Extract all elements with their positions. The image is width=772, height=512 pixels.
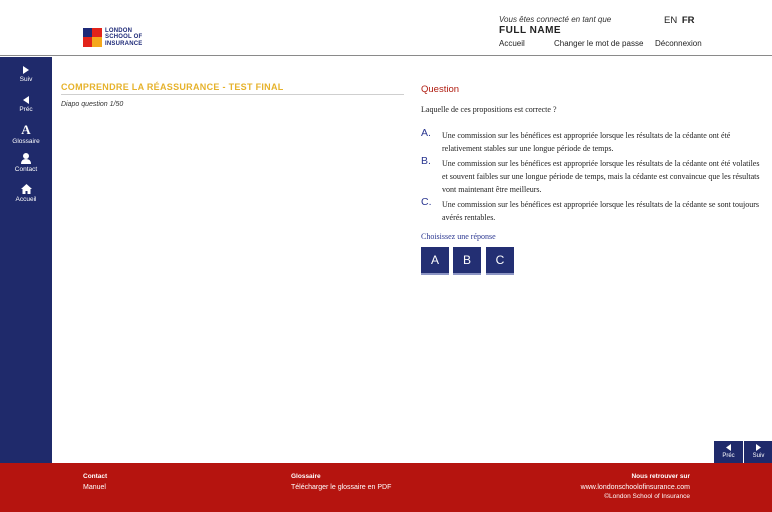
user-name: FULL NAME [499,25,562,36]
sidebar-next-label: Suiv [19,76,33,83]
chevron-right-icon [756,444,761,451]
language-switch [664,15,695,26]
logo-mark-icon [83,28,102,47]
sidebar-home-label: Accueil [15,196,37,203]
bottom-next-button[interactable] [744,441,772,463]
chevron-left-icon [726,444,731,451]
chevron-left-icon [23,96,29,104]
option-letter: C. [421,196,432,208]
answer-c-button[interactable]: C [486,247,514,275]
sidebar-home-button[interactable] [0,184,52,203]
choose-answer-label: Choisissez une réponse [421,232,496,241]
header [0,0,772,56]
sidebar-contact-label: Contact [14,166,38,173]
option-text: Une commission sur les bénéfices est appropriée lorsque les résultats de la cédante ont été volatiles et souvent faibles sur une longue période de temps, mais la cédante est convaincue que les résultats vont maintenant être meilleurs. [442,159,760,194]
sidebar-glossary-button[interactable] [0,123,52,145]
footer-website-link[interactable]: www.londonschoolofinsurance.com [580,484,690,491]
sidebar-next-button[interactable] [0,66,52,83]
sidebar-prev-label: Préc [19,106,33,113]
option-letter: B. [421,155,431,167]
footer-glossary-column [291,473,391,491]
sidebar-prev-button[interactable] [0,96,52,113]
sidebar-contact-button[interactable] [0,153,52,173]
slide-number: Diapo question 1/50 [61,101,124,108]
connected-as-label: Vous êtes connecté en tant que [499,15,612,24]
option-letter: A. [421,127,431,139]
logo[interactable] [83,28,142,47]
footer-find-us-heading: Nous retrouver sur [631,473,690,480]
chevron-right-icon [23,66,29,74]
page-title: COMPRENDRE LA RÉASSURANCE - TEST FINAL [61,82,284,92]
bottom-next-label: Suiv [752,453,765,459]
footer-manual-link[interactable]: Manuel [83,484,106,491]
title-divider [61,94,404,95]
answer-a-button[interactable]: A [421,247,449,275]
footer-contact-column [83,473,107,491]
footer [0,463,772,512]
option-text: Une commission sur les bénéfices est appropriée lorsque les résultats de la cédante ont été relativement stables sur une longue période de temps. [442,131,731,153]
bottom-prev-button[interactable] [714,441,743,463]
footer-glossary-download-link[interactable]: Télécharger le glossaire en PDF [291,484,392,491]
home-icon [21,184,32,194]
sidebar-glossary-label: Glossaire [12,138,40,145]
question-text: Laquelle de ces propositions est correcte ? [421,105,557,114]
lang-fr-link[interactable]: FR [681,15,695,26]
option-text: Une commission sur les bénéfices est appropriée lorsque les résultats de la cédante se sont toujours avérés rentables. [442,200,760,222]
nav-logout-link[interactable]: Déconnexion [655,39,702,48]
question-heading: Question [421,84,460,95]
nav-home-link[interactable]: Accueil [499,39,525,48]
nav-change-password-link[interactable]: Changer le mot de passe [554,39,644,48]
answer-b-button[interactable]: B [453,247,481,275]
bottom-prev-label: Préc [722,453,735,459]
footer-contact-heading: Contact [83,473,108,480]
lang-en-link[interactable]: EN [664,15,678,26]
sidebar [0,57,52,463]
footer-copyright: ©London School of Insurance [604,493,690,500]
logo-text: LONDON SCHOOL OF INSURANCE [105,28,143,47]
glossary-icon: A [21,122,31,137]
footer-social-column [581,473,690,500]
user-icon [21,153,31,164]
footer-glossary-heading: Glossaire [291,473,321,480]
